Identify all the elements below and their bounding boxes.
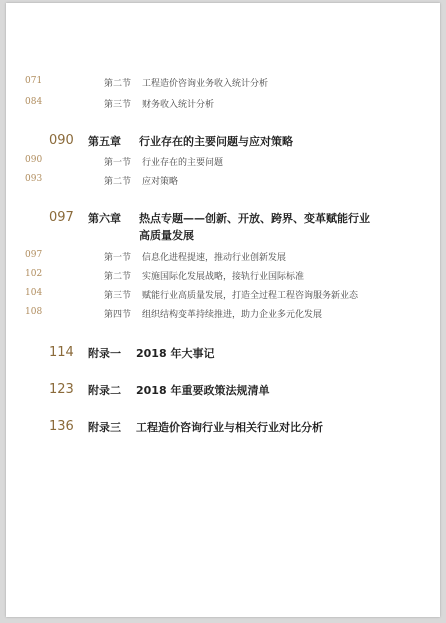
appendix-label: 附录二	[88, 384, 121, 397]
chapter-title-line1: 热点专题——创新、开放、跨界、变革赋能行业	[139, 212, 370, 225]
page-number: 114	[49, 345, 74, 360]
page-number: 136	[49, 419, 74, 434]
page-number: 104	[25, 288, 43, 298]
page-number: 090	[49, 133, 74, 148]
section-title: 工程造价咨询业务收入统计分析	[142, 79, 269, 89]
appendix-title: 2018 年大事记	[136, 347, 215, 360]
chapter-label: 第五章	[88, 135, 121, 148]
section-title: 行业存在的主要问题	[142, 158, 224, 168]
page-number: 090	[25, 155, 43, 165]
page-number: 071	[25, 76, 43, 86]
section-title: 组织结构变革持续推进，助力企业多元化发展	[142, 310, 323, 320]
section-label: 第二节	[104, 272, 132, 282]
page-number: 097	[25, 250, 43, 260]
page-number: 093	[25, 174, 43, 184]
section-label: 第三节	[104, 100, 132, 110]
section-title: 应对策略	[142, 177, 179, 187]
section-label: 第四节	[104, 310, 132, 320]
page-number: 084	[25, 97, 43, 107]
section-label: 第一节	[104, 158, 132, 168]
chapter-label: 第六章	[88, 212, 121, 225]
page-number: 123	[49, 382, 74, 397]
chapter-title-line2: 高质量发展	[139, 229, 194, 242]
section-title: 实施国际化发展战略，接轨行业国际标准	[142, 272, 305, 282]
section-label: 第二节	[104, 79, 132, 89]
page-number: 097	[49, 210, 74, 225]
section-title: 信息化进程提速，推动行业创新发展	[142, 253, 287, 263]
appendix-label: 附录三	[88, 421, 121, 434]
appendix-label: 附录一	[88, 347, 121, 360]
appendix-title: 工程造价咨询行业与相关行业对比分析	[136, 421, 323, 434]
document-page	[6, 3, 440, 617]
section-title: 财务收入统计分析	[142, 100, 215, 110]
section-title: 赋能行业高质量发展，打造全过程工程咨询服务新业态	[142, 291, 359, 301]
section-label: 第三节	[104, 291, 132, 301]
section-label: 第二节	[104, 177, 132, 187]
page-number: 108	[25, 307, 43, 317]
section-label: 第一节	[104, 253, 132, 263]
page-number: 102	[25, 269, 43, 279]
chapter-title: 行业存在的主要问题与应对策略	[139, 135, 293, 148]
appendix-title: 2018 年重要政策法规清单	[136, 384, 270, 397]
